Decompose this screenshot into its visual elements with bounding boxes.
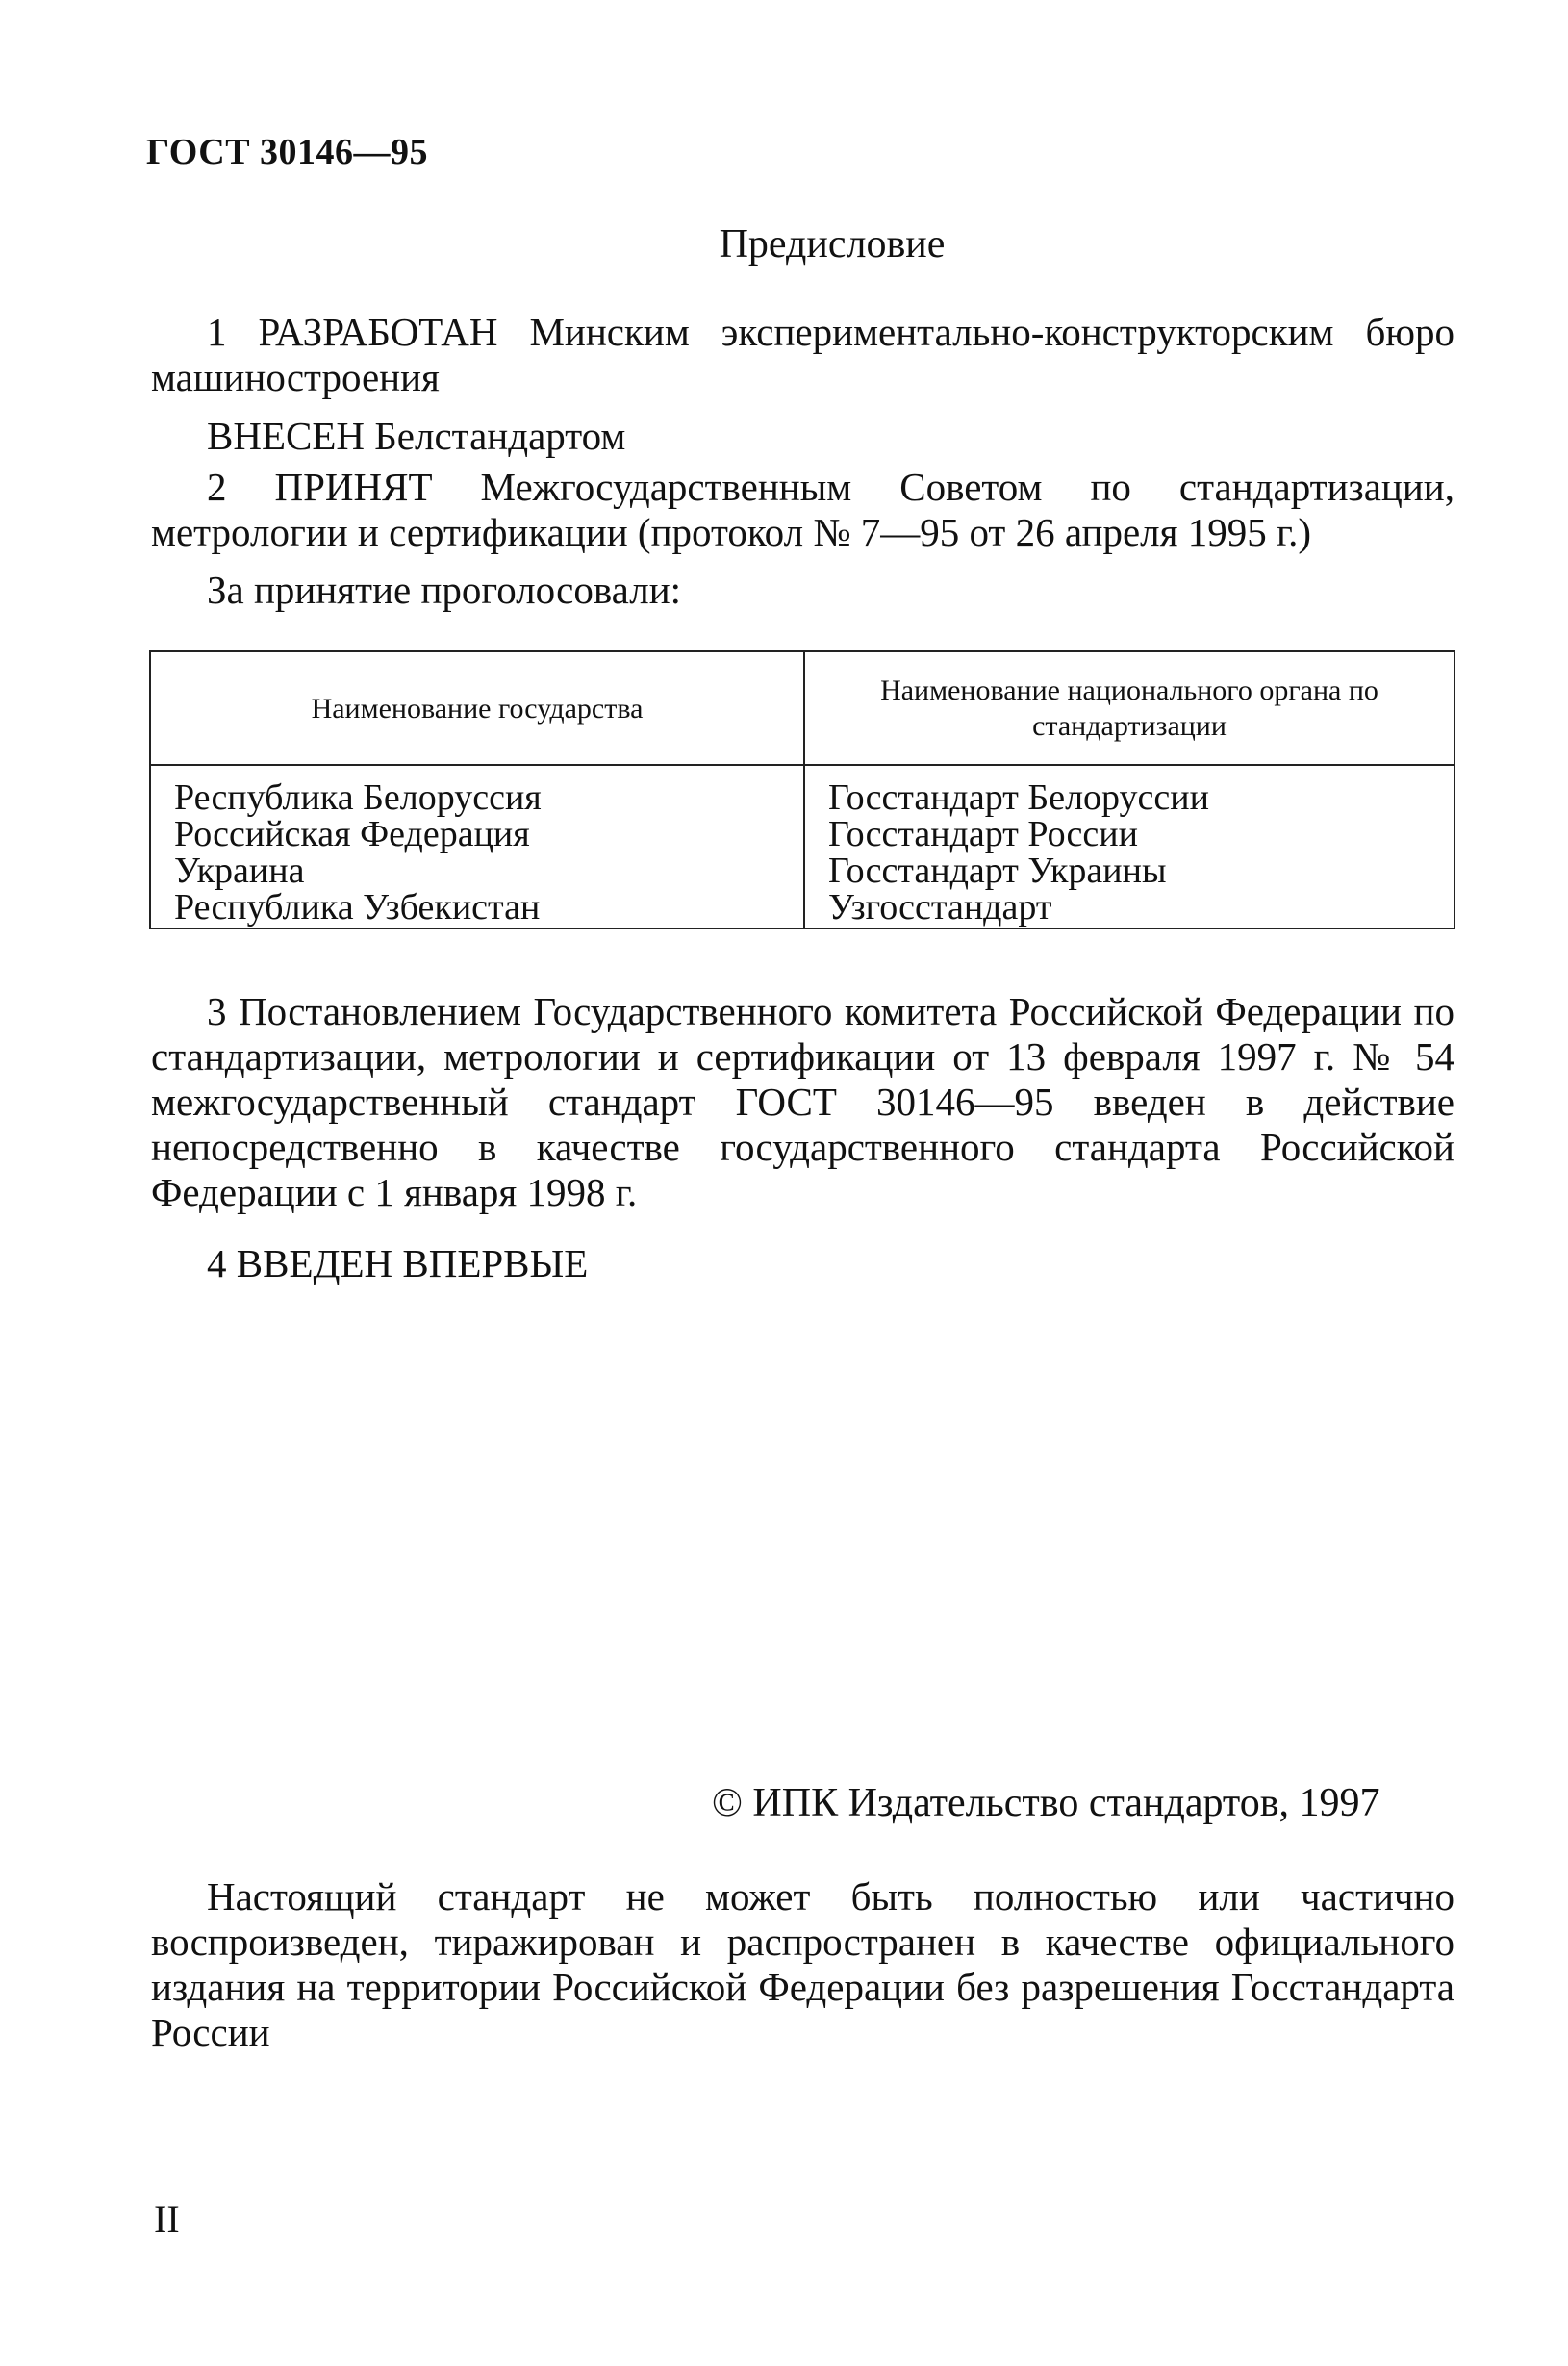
item-3-resolution: 3 Постановлением Государственного комитета Российской Федерации по стандартизации, метрологии и сертификации от 13 февраля 1997 г. № 54 межгосударственный стандарт ГОСТ 30146—95 введен в действие непосредственно в качестве государственного стандарта Российской Федерации с 1 января 1998 г. <box>151 989 1454 1214</box>
state-name: Республика Белоруссия <box>174 777 542 818</box>
body-name: Госстандарт Украины <box>828 851 1167 891</box>
column-header-state: Наименование государства <box>150 651 804 765</box>
reproduction-notice: Настоящий стандарт не может быть полностью или частично воспроизведен, тиражирован и распространен в качестве официального издания на территории Российской Федерации без разрешения Госстандарта России <box>151 1874 1454 2054</box>
body-name: Госстандарт России <box>828 814 1138 854</box>
page-number: II <box>154 2198 180 2241</box>
state-name: Украина <box>174 851 305 891</box>
state-name: Российская Федерация <box>174 814 530 854</box>
column-header-body: Наименование национального органа по стандартизации <box>804 651 1454 765</box>
state-name: Республика Узбекистан <box>174 887 541 928</box>
item-2-adopted: 2 ПРИНЯТ Межгосударственным Советом по стандартизации, метрологии и сертификации (протокол № 7—95 от 26 апреля 1995 г.) <box>151 465 1454 554</box>
body-cell <box>804 765 1454 929</box>
table-row <box>150 765 1454 929</box>
table-header-row <box>150 651 1454 765</box>
body-name: Узгосстандарт <box>828 887 1052 928</box>
item-1-developed: 1 РАЗРАБОТАН Минским экспериментально-конструкторским бюро машиностроения <box>151 310 1454 399</box>
item-2-voted: За принятие проголосовали: <box>207 568 682 612</box>
state-cell <box>150 765 804 929</box>
copyright-line: © ИПК Издательство стандартов, 1997 <box>712 1781 1380 1825</box>
document-code: ГОСТ 30146—95 <box>146 132 429 172</box>
item-1-submitted: ВНЕСЕН Белстандартом <box>207 414 626 458</box>
section-heading: Предисловие <box>719 222 946 267</box>
body-name: Госстандарт Белоруссии <box>828 777 1209 818</box>
voting-table <box>149 650 1455 929</box>
item-4-first-introduced: 4 ВВЕДЕН ВПЕРВЫЕ <box>207 1241 589 1285</box>
